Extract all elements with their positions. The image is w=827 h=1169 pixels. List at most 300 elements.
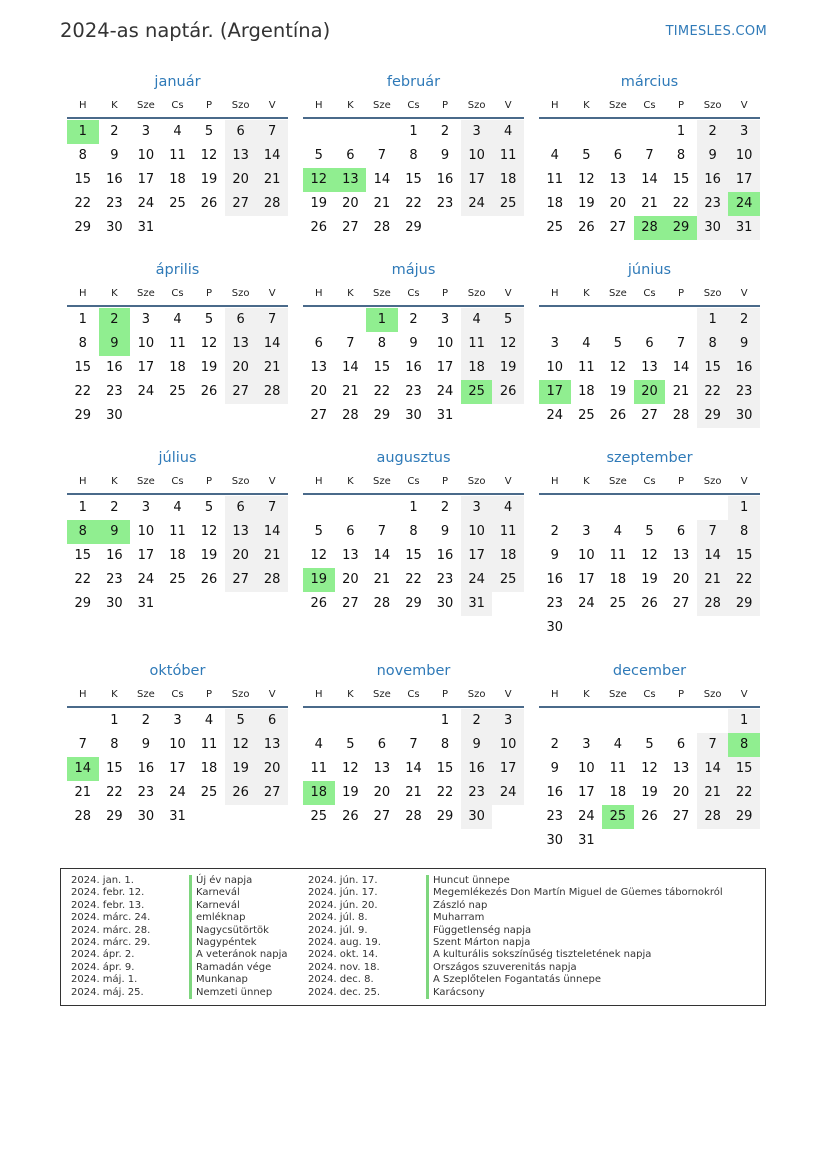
day-cell[interactable]: 4 (550, 148, 559, 163)
day-cell[interactable]: 3 (440, 312, 450, 327)
day-cell[interactable]: 31 (436, 408, 454, 423)
day-cell[interactable]: 1 (676, 124, 686, 139)
day-cell[interactable]: 30 (697, 216, 729, 240)
day-cell[interactable]: 1 (728, 709, 760, 733)
day-cell[interactable]: 26 (578, 220, 595, 235)
day-cell[interactable]: 28 (256, 568, 288, 592)
day-cell[interactable]: 7 (256, 496, 288, 520)
day-cell[interactable]: 9 (697, 144, 729, 168)
holiday-day-cell[interactable]: 12 (303, 168, 335, 192)
day-cell[interactable]: 30 (546, 620, 564, 635)
day-cell[interactable]: 3 (173, 713, 182, 728)
day-cell[interactable]: 25 (169, 572, 186, 587)
day-cell[interactable]: 6 (613, 148, 623, 163)
day-cell[interactable]: 15 (74, 548, 92, 563)
day-cell[interactable]: 28 (672, 408, 690, 423)
day-cell[interactable]: 12 (342, 761, 359, 776)
day-cell[interactable]: 24 (578, 596, 595, 611)
day-cell[interactable]: 18 (546, 196, 564, 211)
holiday-day-cell[interactable]: 24 (728, 192, 760, 216)
day-cell[interactable]: 28 (74, 809, 92, 824)
day-cell[interactable]: 8 (110, 737, 119, 752)
day-cell[interactable]: 30 (106, 220, 123, 235)
day-cell[interactable]: 11 (169, 336, 186, 351)
day-cell[interactable]: 30 (106, 408, 123, 423)
day-cell[interactable]: 8 (440, 737, 450, 752)
day-cell[interactable]: 5 (204, 500, 214, 515)
day-cell[interactable]: 6 (225, 120, 257, 144)
day-cell[interactable]: 10 (436, 336, 454, 351)
day-cell[interactable]: 10 (578, 548, 595, 563)
day-cell[interactable]: 20 (310, 384, 328, 399)
day-cell[interactable]: 1 (78, 500, 87, 515)
day-cell[interactable]: 8 (78, 148, 87, 163)
day-cell[interactable]: 5 (225, 709, 257, 733)
day-cell[interactable]: 25 (169, 196, 186, 211)
day-cell[interactable]: 7 (676, 336, 686, 351)
day-cell[interactable]: 21 (672, 384, 690, 399)
day-cell[interactable]: 13 (256, 733, 288, 757)
day-cell[interactable]: 10 (492, 733, 524, 757)
day-cell[interactable]: 16 (546, 785, 564, 800)
day-cell[interactable]: 18 (169, 360, 186, 375)
day-cell[interactable]: 8 (676, 148, 686, 163)
day-cell[interactable]: 16 (405, 360, 422, 375)
day-cell[interactable]: 2 (409, 312, 418, 327)
day-cell[interactable]: 24 (137, 384, 155, 399)
day-cell[interactable]: 11 (169, 524, 186, 539)
day-cell[interactable]: 23 (697, 192, 729, 216)
day-cell[interactable]: 14 (405, 761, 422, 776)
site-logo[interactable]: TIMESLES.COM (665, 24, 767, 39)
day-cell[interactable]: 13 (672, 761, 690, 776)
day-cell[interactable]: 29 (74, 596, 92, 611)
day-cell[interactable]: 22 (74, 572, 92, 587)
day-cell[interactable]: 10 (461, 520, 493, 544)
holiday-day-cell[interactable]: 9 (99, 520, 131, 544)
day-cell[interactable]: 22 (436, 785, 454, 800)
day-cell[interactable]: 7 (256, 120, 288, 144)
day-cell[interactable]: 29 (436, 809, 454, 824)
day-cell[interactable]: 12 (225, 733, 257, 757)
day-cell[interactable]: 10 (461, 144, 493, 168)
day-cell[interactable]: 7 (377, 148, 387, 163)
day-cell[interactable]: 16 (546, 572, 564, 587)
day-cell[interactable]: 9 (110, 148, 119, 163)
day-cell[interactable]: 17 (578, 785, 595, 800)
holiday-day-cell[interactable]: 17 (539, 380, 571, 404)
day-cell[interactable]: 7 (697, 520, 729, 544)
day-cell[interactable]: 1 (78, 312, 87, 327)
day-cell[interactable]: 25 (310, 809, 328, 824)
day-cell[interactable]: 21 (373, 196, 391, 211)
day-cell[interactable]: 26 (310, 596, 328, 611)
day-cell[interactable]: 14 (373, 548, 391, 563)
day-cell[interactable]: 4 (173, 124, 182, 139)
day-cell[interactable]: 17 (436, 360, 454, 375)
day-cell[interactable]: 21 (641, 196, 658, 211)
day-cell[interactable]: 25 (492, 192, 524, 216)
day-cell[interactable]: 18 (461, 356, 493, 380)
day-cell[interactable]: 25 (609, 596, 627, 611)
day-cell[interactable]: 24 (137, 196, 155, 211)
day-cell[interactable]: 22 (697, 380, 729, 404)
day-cell[interactable]: 14 (256, 332, 288, 356)
day-cell[interactable]: 6 (225, 308, 257, 332)
day-cell[interactable]: 9 (728, 332, 760, 356)
day-cell[interactable]: 7 (78, 737, 87, 752)
day-cell[interactable]: 6 (676, 737, 686, 752)
day-cell[interactable]: 23 (137, 785, 155, 800)
holiday-day-cell[interactable]: 1 (67, 120, 99, 144)
day-cell[interactable]: 13 (225, 520, 257, 544)
day-cell[interactable]: 12 (200, 148, 218, 163)
day-cell[interactable]: 3 (728, 120, 760, 144)
day-cell[interactable]: 12 (200, 336, 218, 351)
day-cell[interactable]: 6 (346, 524, 355, 539)
day-cell[interactable]: 19 (225, 757, 257, 781)
day-cell[interactable]: 16 (137, 761, 155, 776)
day-cell[interactable]: 31 (169, 809, 186, 824)
day-cell[interactable]: 30 (137, 809, 155, 824)
day-cell[interactable]: 28 (405, 809, 422, 824)
day-cell[interactable]: 27 (256, 781, 288, 805)
day-cell[interactable]: 16 (106, 360, 123, 375)
day-cell[interactable]: 29 (728, 805, 760, 829)
day-cell[interactable]: 23 (546, 809, 564, 824)
day-cell[interactable]: 16 (697, 168, 729, 192)
day-cell[interactable]: 31 (461, 592, 493, 616)
day-cell[interactable]: 5 (314, 148, 323, 163)
day-cell[interactable]: 29 (74, 220, 92, 235)
holiday-day-cell[interactable]: 8 (728, 733, 760, 757)
day-cell[interactable]: 17 (461, 168, 493, 192)
holiday-day-cell[interactable]: 25 (602, 805, 634, 829)
day-cell[interactable]: 10 (728, 144, 760, 168)
day-cell[interactable]: 11 (169, 148, 186, 163)
day-cell[interactable]: 18 (578, 384, 595, 399)
day-cell[interactable]: 23 (728, 380, 760, 404)
day-cell[interactable]: 7 (377, 524, 387, 539)
day-cell[interactable]: 1 (440, 713, 450, 728)
day-cell[interactable]: 26 (641, 596, 658, 611)
day-cell[interactable]: 27 (373, 809, 391, 824)
day-cell[interactable]: 21 (256, 168, 288, 192)
day-cell[interactable]: 25 (200, 785, 218, 800)
day-cell[interactable]: 22 (373, 384, 391, 399)
day-cell[interactable]: 20 (256, 757, 288, 781)
day-cell[interactable]: 28 (697, 592, 729, 616)
day-cell[interactable]: 27 (672, 809, 690, 824)
day-cell[interactable]: 30 (461, 805, 493, 829)
day-cell[interactable]: 30 (436, 596, 454, 611)
day-cell[interactable]: 10 (169, 737, 186, 752)
day-cell[interactable]: 23 (106, 196, 123, 211)
day-cell[interactable]: 27 (225, 192, 257, 216)
day-cell[interactable]: 4 (173, 312, 182, 327)
day-cell[interactable]: 2 (141, 713, 151, 728)
day-cell[interactable]: 1 (697, 308, 729, 332)
holiday-day-cell[interactable]: 14 (67, 757, 99, 781)
day-cell[interactable]: 18 (200, 761, 218, 776)
day-cell[interactable]: 15 (74, 172, 92, 187)
day-cell[interactable]: 28 (342, 408, 359, 423)
day-cell[interactable]: 27 (225, 568, 257, 592)
day-cell[interactable]: 29 (74, 408, 92, 423)
day-cell[interactable]: 4 (492, 496, 524, 520)
day-cell[interactable]: 1 (409, 500, 418, 515)
day-cell[interactable]: 9 (141, 737, 151, 752)
holiday-day-cell[interactable]: 29 (665, 216, 697, 240)
holiday-day-cell[interactable]: 18 (303, 781, 335, 805)
day-cell[interactable]: 27 (342, 220, 359, 235)
day-cell[interactable]: 27 (225, 380, 257, 404)
day-cell[interactable]: 19 (200, 360, 218, 375)
day-cell[interactable]: 6 (346, 148, 355, 163)
day-cell[interactable]: 5 (582, 148, 591, 163)
day-cell[interactable]: 22 (405, 196, 422, 211)
day-cell[interactable]: 23 (405, 384, 422, 399)
day-cell[interactable]: 20 (225, 168, 257, 192)
day-cell[interactable]: 16 (436, 172, 454, 187)
day-cell[interactable]: 6 (676, 524, 686, 539)
holiday-day-cell[interactable]: 20 (634, 380, 666, 404)
day-cell[interactable]: 28 (373, 596, 391, 611)
day-cell[interactable]: 25 (169, 384, 186, 399)
day-cell[interactable]: 26 (310, 220, 328, 235)
day-cell[interactable]: 22 (672, 196, 690, 211)
day-cell[interactable]: 15 (405, 172, 422, 187)
holiday-day-cell[interactable]: 13 (335, 168, 367, 192)
day-cell[interactable]: 12 (310, 548, 328, 563)
day-cell[interactable]: 12 (492, 332, 524, 356)
day-cell[interactable]: 15 (74, 360, 92, 375)
day-cell[interactable]: 13 (310, 360, 328, 375)
day-cell[interactable]: 17 (578, 572, 595, 587)
day-cell[interactable]: 13 (609, 172, 627, 187)
day-cell[interactable]: 8 (409, 148, 418, 163)
day-cell[interactable]: 16 (106, 548, 123, 563)
day-cell[interactable]: 19 (578, 196, 595, 211)
day-cell[interactable]: 20 (225, 356, 257, 380)
day-cell[interactable]: 29 (373, 408, 391, 423)
day-cell[interactable]: 4 (582, 336, 591, 351)
day-cell[interactable]: 26 (641, 809, 658, 824)
day-cell[interactable]: 11 (492, 144, 524, 168)
day-cell[interactable]: 18 (609, 785, 627, 800)
day-cell[interactable]: 1 (728, 496, 760, 520)
day-cell[interactable]: 22 (728, 781, 760, 805)
day-cell[interactable]: 26 (200, 572, 218, 587)
day-cell[interactable]: 1 (409, 124, 418, 139)
day-cell[interactable]: 26 (609, 408, 627, 423)
day-cell[interactable]: 15 (106, 761, 123, 776)
day-cell[interactable]: 2 (110, 124, 119, 139)
day-cell[interactable]: 22 (74, 384, 92, 399)
day-cell[interactable]: 27 (342, 596, 359, 611)
day-cell[interactable]: 3 (461, 496, 493, 520)
day-cell[interactable]: 17 (169, 761, 186, 776)
day-cell[interactable]: 14 (256, 144, 288, 168)
day-cell[interactable]: 8 (377, 336, 387, 351)
day-cell[interactable]: 25 (578, 408, 595, 423)
day-cell[interactable]: 12 (609, 360, 627, 375)
day-cell[interactable]: 24 (169, 785, 186, 800)
day-cell[interactable]: 25 (546, 220, 564, 235)
day-cell[interactable]: 10 (137, 336, 155, 351)
day-cell[interactable]: 5 (492, 308, 524, 332)
day-cell[interactable]: 29 (728, 592, 760, 616)
day-cell[interactable]: 17 (492, 757, 524, 781)
day-cell[interactable]: 12 (578, 172, 595, 187)
day-cell[interactable]: 5 (314, 524, 323, 539)
day-cell[interactable]: 5 (645, 524, 654, 539)
day-cell[interactable]: 22 (74, 196, 92, 211)
day-cell[interactable]: 15 (728, 757, 760, 781)
day-cell[interactable]: 28 (373, 220, 391, 235)
day-cell[interactable]: 15 (672, 172, 690, 187)
day-cell[interactable]: 4 (314, 737, 323, 752)
day-cell[interactable]: 2 (728, 308, 760, 332)
day-cell[interactable]: 9 (550, 548, 559, 563)
holiday-day-cell[interactable]: 25 (461, 380, 493, 404)
day-cell[interactable]: 9 (440, 524, 450, 539)
day-cell[interactable]: 13 (373, 761, 391, 776)
day-cell[interactable]: 31 (137, 220, 155, 235)
day-cell[interactable]: 18 (492, 544, 524, 568)
day-cell[interactable]: 2 (440, 124, 450, 139)
day-cell[interactable]: 24 (578, 809, 595, 824)
day-cell[interactable]: 16 (436, 548, 454, 563)
day-cell[interactable]: 19 (200, 548, 218, 563)
day-cell[interactable]: 17 (461, 544, 493, 568)
day-cell[interactable]: 5 (346, 737, 355, 752)
day-cell[interactable]: 2 (461, 709, 493, 733)
day-cell[interactable]: 11 (609, 548, 627, 563)
day-cell[interactable]: 16 (461, 757, 493, 781)
day-cell[interactable]: 7 (409, 737, 418, 752)
day-cell[interactable]: 2 (550, 737, 559, 752)
day-cell[interactable]: 2 (440, 500, 450, 515)
day-cell[interactable]: 20 (373, 785, 391, 800)
day-cell[interactable]: 9 (440, 148, 450, 163)
day-cell[interactable]: 19 (492, 356, 524, 380)
day-cell[interactable]: 13 (342, 548, 359, 563)
day-cell[interactable]: 5 (645, 737, 654, 752)
day-cell[interactable]: 17 (728, 168, 760, 192)
day-cell[interactable]: 11 (546, 172, 564, 187)
day-cell[interactable]: 28 (697, 805, 729, 829)
day-cell[interactable]: 4 (173, 500, 182, 515)
day-cell[interactable]: 14 (672, 360, 690, 375)
day-cell[interactable]: 4 (613, 737, 623, 752)
day-cell[interactable]: 12 (200, 524, 218, 539)
day-cell[interactable]: 16 (106, 172, 123, 187)
day-cell[interactable]: 14 (697, 544, 729, 568)
day-cell[interactable]: 7 (645, 148, 654, 163)
day-cell[interactable]: 4 (204, 713, 214, 728)
day-cell[interactable]: 23 (436, 196, 454, 211)
day-cell[interactable]: 6 (314, 336, 323, 351)
day-cell[interactable]: 11 (310, 761, 328, 776)
day-cell[interactable]: 9 (550, 761, 559, 776)
holiday-day-cell[interactable]: 28 (634, 216, 666, 240)
day-cell[interactable]: 7 (346, 336, 355, 351)
day-cell[interactable]: 27 (672, 596, 690, 611)
day-cell[interactable]: 31 (578, 833, 595, 848)
day-cell[interactable]: 24 (436, 384, 454, 399)
day-cell[interactable]: 2 (110, 500, 119, 515)
day-cell[interactable]: 15 (373, 360, 391, 375)
day-cell[interactable]: 5 (204, 124, 214, 139)
day-cell[interactable]: 6 (225, 496, 257, 520)
day-cell[interactable]: 28 (256, 380, 288, 404)
day-cell[interactable]: 7 (697, 733, 729, 757)
day-cell[interactable]: 15 (728, 544, 760, 568)
day-cell[interactable]: 21 (74, 785, 92, 800)
day-cell[interactable]: 26 (200, 384, 218, 399)
day-cell[interactable]: 16 (728, 356, 760, 380)
day-cell[interactable]: 21 (342, 384, 359, 399)
holiday-day-cell[interactable]: 1 (366, 308, 398, 332)
day-cell[interactable]: 20 (225, 544, 257, 568)
day-cell[interactable]: 14 (373, 172, 391, 187)
day-cell[interactable]: 20 (609, 196, 627, 211)
day-cell[interactable]: 8 (409, 524, 418, 539)
day-cell[interactable]: 6 (377, 737, 387, 752)
day-cell[interactable]: 15 (436, 761, 454, 776)
holiday-day-cell[interactable]: 2 (99, 308, 131, 332)
day-cell[interactable]: 30 (106, 596, 123, 611)
day-cell[interactable]: 14 (342, 360, 359, 375)
holiday-day-cell[interactable]: 19 (303, 568, 335, 592)
day-cell[interactable]: 11 (578, 360, 595, 375)
day-cell[interactable]: 5 (204, 312, 214, 327)
day-cell[interactable]: 19 (641, 572, 658, 587)
day-cell[interactable]: 15 (405, 548, 422, 563)
day-cell[interactable]: 19 (342, 785, 359, 800)
day-cell[interactable]: 20 (672, 572, 690, 587)
day-cell[interactable]: 4 (613, 524, 623, 539)
day-cell[interactable]: 23 (461, 781, 493, 805)
day-cell[interactable]: 10 (578, 761, 595, 776)
day-cell[interactable]: 24 (461, 568, 493, 592)
day-cell[interactable]: 6 (645, 336, 654, 351)
day-cell[interactable]: 25 (492, 568, 524, 592)
day-cell[interactable]: 29 (405, 596, 422, 611)
day-cell[interactable]: 22 (728, 568, 760, 592)
day-cell[interactable]: 3 (141, 124, 151, 139)
day-cell[interactable]: 9 (461, 733, 493, 757)
day-cell[interactable]: 20 (672, 785, 690, 800)
day-cell[interactable]: 26 (225, 781, 257, 805)
day-cell[interactable]: 18 (609, 572, 627, 587)
day-cell[interactable]: 11 (200, 737, 218, 752)
day-cell[interactable]: 10 (546, 360, 564, 375)
day-cell[interactable]: 19 (200, 172, 218, 187)
day-cell[interactable]: 21 (256, 544, 288, 568)
day-cell[interactable]: 3 (141, 312, 151, 327)
day-cell[interactable]: 31 (728, 216, 760, 240)
day-cell[interactable]: 11 (492, 520, 524, 544)
day-cell[interactable]: 18 (492, 168, 524, 192)
day-cell[interactable]: 24 (137, 572, 155, 587)
day-cell[interactable]: 17 (137, 548, 155, 563)
day-cell[interactable]: 28 (256, 192, 288, 216)
day-cell[interactable]: 23 (106, 384, 123, 399)
day-cell[interactable]: 15 (697, 356, 729, 380)
day-cell[interactable]: 11 (461, 332, 493, 356)
